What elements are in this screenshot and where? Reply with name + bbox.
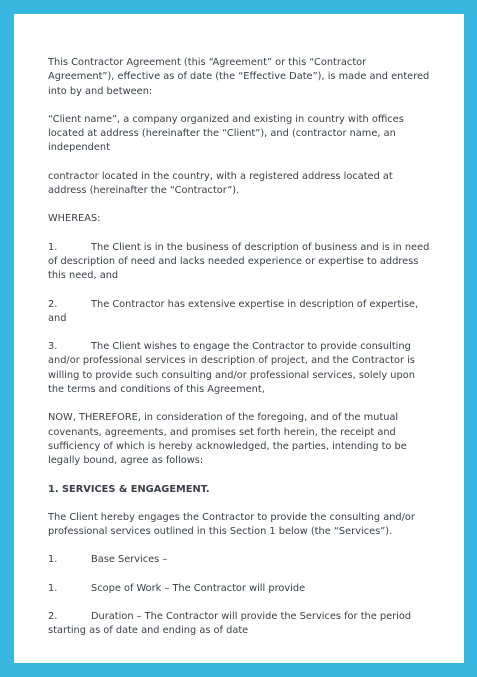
section-1-intro: The Client hereby engages the Contractor to provide the consulting and/or professional services outlined in this Section 1 below (the “Services”).	[48, 511, 415, 538]
client-paragraph: “Client name”, a company organized and existing in country with offices located at address (hereinafter the “Client”), and (contractor name, an independent	[48, 113, 404, 154]
item-text: Scope of Work – The Contractor will provide	[91, 582, 306, 594]
recital-number: 2.	[48, 298, 58, 310]
recital-1	[48, 241, 434, 284]
contractor-paragraph: contractor located in the country, with a registered address located at address (hereinafter the “Contractor”).	[48, 170, 393, 197]
recital-2	[48, 298, 434, 327]
recital-text: The Contractor has extensive expertise in description of expertise, and	[48, 298, 419, 324]
section-1-heading: 1. SERVICES & ENGAGEMENT.	[48, 483, 210, 495]
recital-text: The Client wishes to engage the Contractor to provide consulting and/or professional services in description of project, and the Contractor is willing to provide such consulting and/or professional services, solely upon the terms and conditions of this Agreement,	[48, 341, 415, 396]
now-therefore-paragraph: NOW, THEREFORE, in consideration of the foregoing, and of the mutual covenants, agreements, and promises set forth herein, the receipt and sufficiency of which is hereby acknowledged, the parties, intending to be legally bound, agree as follows:	[48, 412, 407, 467]
whereas-heading: WHEREAS:	[48, 213, 101, 225]
item-text: Base Services –	[91, 554, 168, 566]
document-page	[14, 14, 464, 663]
section-item-2	[48, 582, 434, 596]
section-item-3	[48, 610, 434, 639]
item-number: 1.	[48, 554, 58, 566]
recital-text: The Client is in the business of description of business and is in need of description of need and lacks needed experience or expertise to address this need, and	[48, 241, 430, 282]
recital-number: 1.	[48, 241, 58, 253]
item-number: 2.	[48, 611, 58, 623]
item-text: Duration – The Contractor will provide the Services for the period starting as of date and ending as of date	[48, 611, 412, 637]
intro-paragraph: This Contractor Agreement (this “Agreement” or this “Contractor Agreement”), effective as of date (the “Effective Date”), is made and entered into by and between:	[48, 57, 430, 97]
recital-3	[48, 340, 434, 397]
section-item-1	[48, 553, 434, 567]
document-body	[48, 56, 434, 653]
item-number: 1.	[48, 582, 58, 594]
recital-number: 3.	[48, 341, 58, 353]
